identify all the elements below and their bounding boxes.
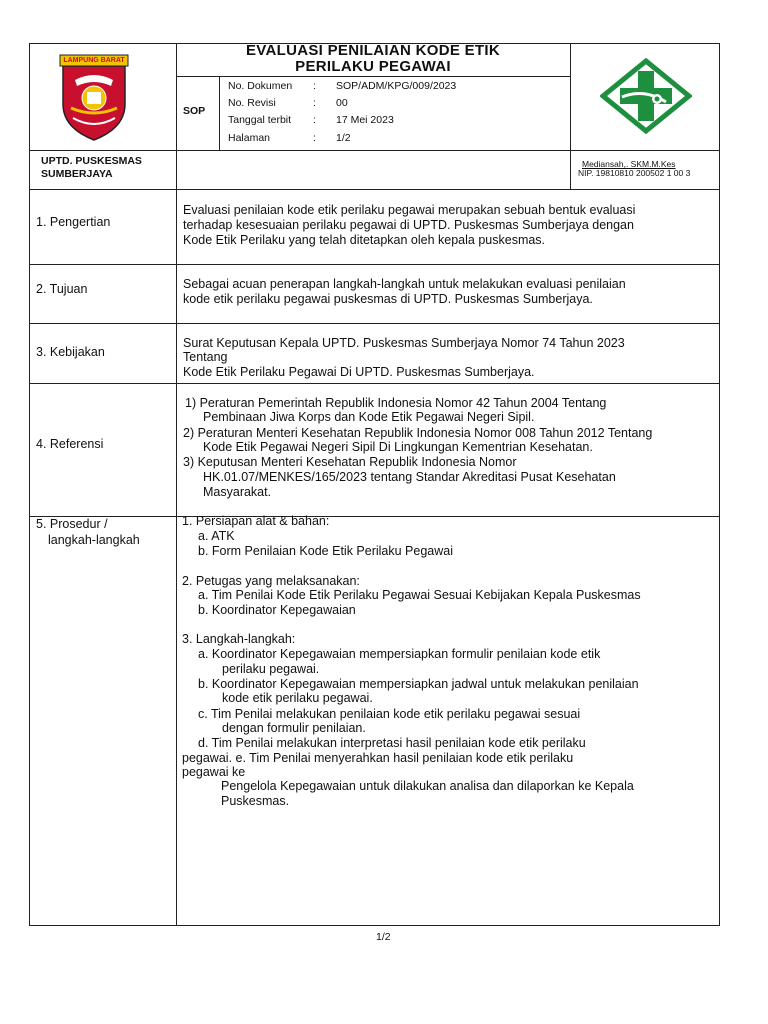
body-line: Kode Etik Pegawai Negeri Sipil Di Lingkungan Kementrian Kesehatan. — [203, 440, 593, 454]
doc-title-line2: PERILAKU PEGAWAI — [295, 58, 451, 75]
meta-label-doc-number: No. Dokumen — [228, 80, 293, 92]
lampung-barat-emblem — [57, 52, 131, 142]
body-line: HK.01.07/MENKES/165/2023 tentang Standar Akreditasi Pusat Kesehatan — [203, 470, 616, 484]
body-line: 2) Peraturan Menteri Kesehatan Republik Indonesia Nomor 008 Tahun 2012 Tentang — [183, 426, 653, 440]
body-line: Surat Keputusan Kepala UPTD. Puskesmas Sumberjaya Nomor 74 Tahun 2023 — [183, 336, 625, 350]
body-line: Puskesmas. — [221, 794, 290, 808]
body-line: c. Tim Penilai melakukan penilaian kode etik perilaku pegawai sesuai — [198, 707, 581, 721]
header-bottom — [29, 189, 720, 190]
meta-value-doc-number: SOP/ADM/KPG/009/2023 — [336, 80, 457, 92]
body-line: 1) Peraturan Pemerintah Republik Indonesia Nomor 42 Tahun 2004 Tentang — [185, 396, 607, 410]
signer-nip: NIP. 19810810 200502 1 00 3 — [578, 168, 691, 178]
table-border-right — [719, 43, 720, 925]
section-label-tujuan: 2. Tujuan — [36, 282, 88, 296]
meta-value-issue-date: 17 Mei 2023 — [336, 114, 394, 126]
meta-label-page: Halaman — [228, 132, 271, 144]
body-line: dengan formulir penilaian. — [222, 721, 366, 735]
meta-value-page: 1/2 — [336, 132, 351, 144]
right-logo-divider — [570, 43, 571, 189]
body-line: a. ATK — [198, 529, 235, 543]
meta-sep: : — [313, 114, 316, 126]
meta-label-issue-date: Tanggal terbit — [228, 114, 292, 126]
section-label-kebijakan: 3. Kebijakan — [36, 345, 105, 359]
section-label-prosedur: 5. Prosedur / — [36, 517, 108, 531]
body-line: pegawai ke — [182, 765, 246, 779]
section-label-pengertian: 1. Pengertian — [36, 215, 111, 229]
body-line: a. Koordinator Kepegawaian mempersiapkan formulir penilaian kode etik — [198, 647, 601, 661]
org-name-line2: SUMBERJAYA — [41, 168, 113, 180]
org-name-line1: UPTD. PUSKESMAS — [41, 155, 142, 167]
body-line: 3) Keputusan Menteri Kesehatan Republik Indonesia Nomor — [183, 455, 517, 469]
body-line: 3. Langkah-langkah: — [182, 632, 296, 646]
body-line: Pembinaan Jiwa Korps dan Kode Etik Pegawai Negeri Sipil. — [203, 410, 535, 424]
body-line: Kode Etik Perilaku yang telah ditetapkan oleh kepala puskesmas. — [183, 233, 546, 247]
meta-value-revision: 00 — [336, 97, 348, 109]
meta-sep: : — [313, 80, 316, 92]
sop-cell-divider — [219, 76, 220, 150]
body-line: 1. Persiapan alat & bahan: — [182, 514, 330, 528]
sop-top-rule — [176, 76, 570, 77]
table-border-bottom — [29, 925, 720, 926]
meta-label-revision: No. Revisi — [228, 97, 276, 109]
body-line: b. Koordinator Kepegawaian — [198, 603, 356, 617]
section-label-prosedur-2: langkah-langkah — [48, 533, 140, 547]
sop-label: SOP — [183, 105, 206, 117]
emblem-label: LAMPUNG BARAT — [63, 57, 125, 64]
body-line: Pengelola Kepegawaian untuk dilakukan analisa dan dilaporkan ke Kepala — [221, 779, 634, 793]
body-line: kode etik perilaku pegawai. — [222, 691, 373, 705]
body-line: kode etik perilaku pegawai puskesmas di UPTD. Puskesmas Sumberjaya. — [183, 292, 593, 306]
label-column-divider — [176, 43, 177, 925]
meta-sep: : — [313, 132, 316, 144]
table-border-left — [29, 43, 30, 925]
row-divider — [29, 383, 720, 384]
meta-sep: : — [313, 97, 316, 109]
body-line: Masyarakat. — [203, 485, 272, 499]
body-line: perilaku pegawai. — [222, 662, 320, 676]
body-line: d. Tim Penilai melakukan interpretasi hasil penilaian kode etik perilaku — [198, 736, 586, 750]
body-line: 2. Petugas yang melaksanakan: — [182, 574, 360, 588]
body-line: pegawai. e. Tim Penilai menyerahkan hasil penilaian kode etik perilaku — [182, 751, 574, 765]
row-divider — [29, 323, 720, 324]
body-line: Evaluasi penilaian kode etik perilaku pegawai merupakan sebuah bentuk evaluasi — [183, 203, 636, 217]
page-number: 1/2 — [376, 931, 391, 943]
body-line: Tentang — [183, 350, 228, 364]
body-line: b. Koordinator Kepegawaian mempersiapkan jadwal untuk melakukan penilaian — [198, 677, 639, 691]
body-line: a. Tim Penilai Kode Etik Perilaku Pegawai Sesuai Kebijakan Kepala Puskesmas — [198, 588, 641, 602]
body-line: terhadap kesesuaian perilaku pegawai di UPTD. Puskesmas Sumberjaya dengan — [183, 218, 634, 232]
doc-title-line1: EVALUASI PENILAIAN KODE ETIK — [246, 42, 500, 59]
body-line: Sebagai acuan penerapan langkah-langkah untuk melakukan evaluasi penilaian — [183, 277, 626, 291]
row-divider — [29, 264, 720, 265]
signer-name: Mediansah,. SKM.M.Kes — [582, 159, 676, 169]
header-divider — [29, 150, 720, 151]
section-label-referensi: 4. Referensi — [36, 437, 104, 451]
body-line: Kode Etik Perilaku Pegawai Di UPTD. Puskesmas Sumberjaya. — [183, 365, 535, 379]
body-line: b. Form Penilaian Kode Etik Perilaku Pegawai — [198, 544, 453, 558]
row-divider — [29, 516, 720, 517]
puskesmas-logo — [600, 58, 692, 134]
